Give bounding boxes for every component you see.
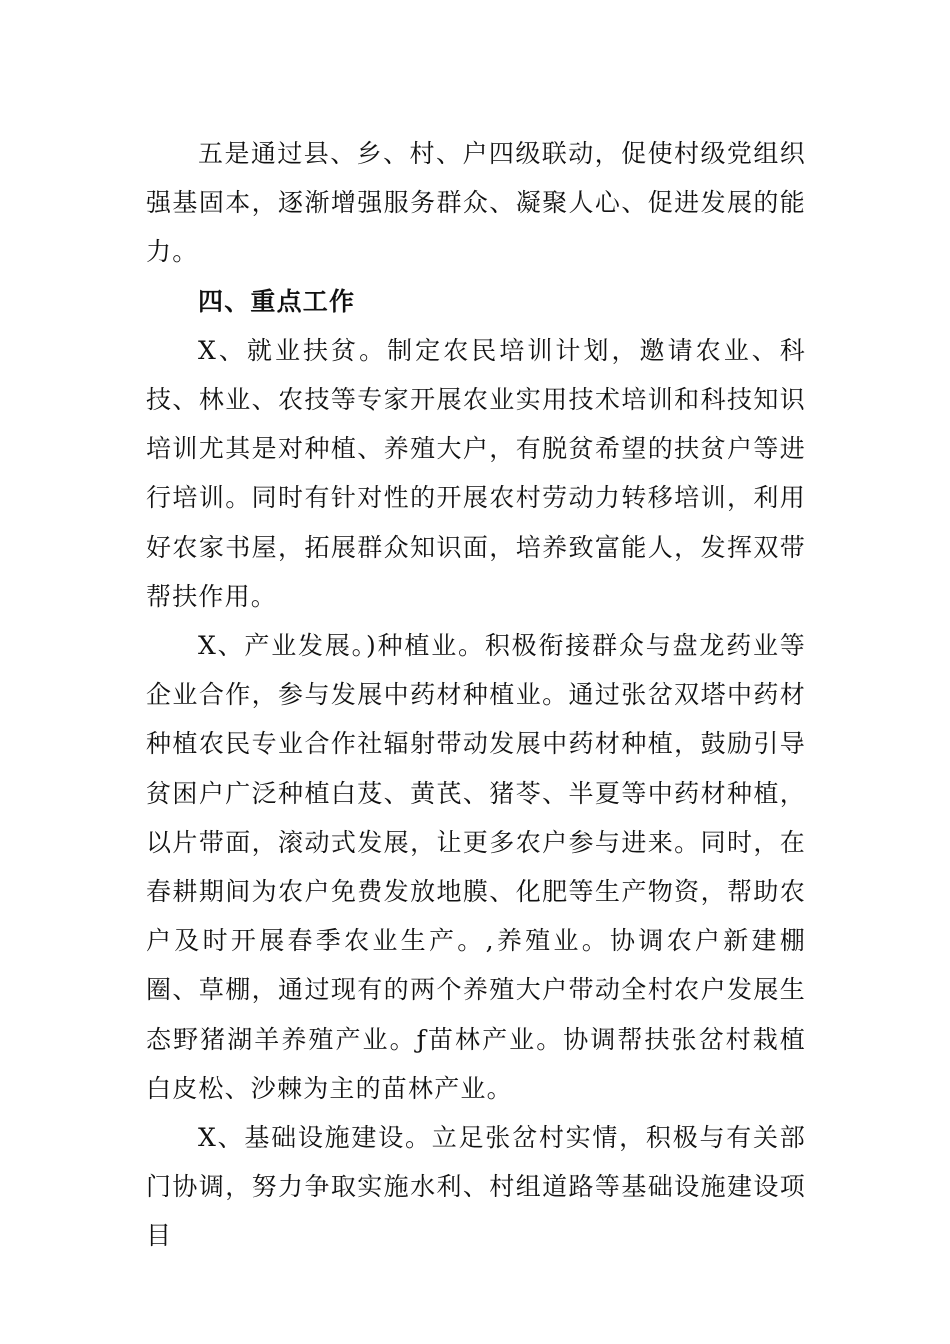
paragraph-infrastructure-construction: X、基础设施建设。立足张岔村实情，积极与有关部门协调，努力争取实施水利、村组道路等基础设施建设项目 <box>146 1123 806 1251</box>
paragraph-employment-poverty-relief: X、就业扶贫。制定农民培训计划，邀请农业、科技、林业、农技等专家开展农业实用技术培训和科技知识培训尤其是对种植、养殖大户，有脱贫希望的扶贫户等进行培训。同时有针对性的开展农村劳动力转移培训，利用好农家书屋，拓展群众知识面，培养致富能人，发挥双带帮扶作用。 <box>146 335 806 611</box>
paragraph-village-party-organization: 五是通过县、乡、村、户四级联动，促使村级党组织强基固本，逐渐增强服务群众、凝聚人心、促进发展的能力。 <box>146 139 806 267</box>
document-body <box>146 129 806 1261</box>
section-heading-key-work: 四、重点工作 <box>198 286 356 316</box>
paragraph-industry-development: X、产业发展。)种植业。积极衔接群众与盘龙药业等企业合作，参与发展中药材种植业。通过张岔双塔中药材种植农民专业合作社辐射带动发展中药材种植，鼓励引导贫困户广泛种植白芨、黄芪、猪苓、半夏等中药材种植，以片带面，滚动式发展，让更多农户参与进来。同时，在春耕期间为农户免费发放地膜、化肥等生产物资，帮助农户及时开展春季农业生产。,养殖业。协调农户新建棚圈、草棚，通过现有的两个养殖大户带动全村农户发展生态野猪湖羊养殖产业。ƒ苗林产业。协调帮扶张岔村栽植白皮松、沙棘为主的苗林产业。 <box>146 631 806 1103</box>
